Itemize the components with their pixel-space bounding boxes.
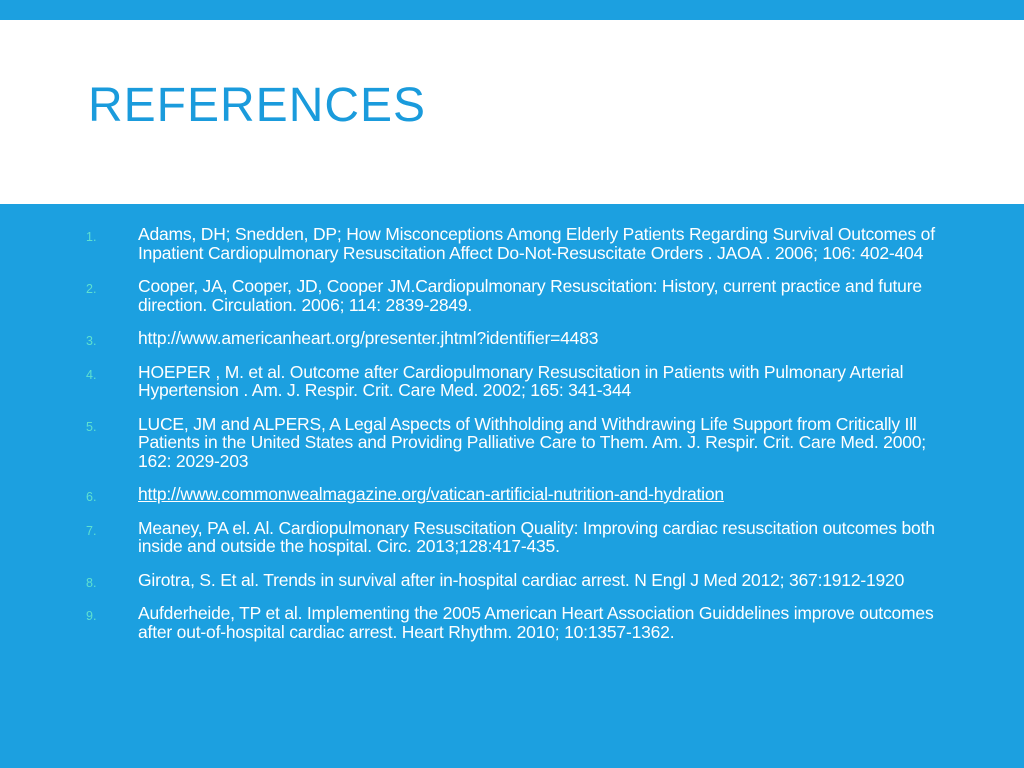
- reference-item-7: [0, 519, 1024, 556]
- reference-number: 1.: [86, 230, 97, 244]
- reference-item-2: [0, 277, 1024, 314]
- reference-item-8: [0, 571, 1024, 590]
- reference-number: 2.: [86, 282, 97, 296]
- reference-list: [0, 225, 1024, 656]
- reference-number: 6.: [86, 490, 97, 504]
- page-title: REFERENCES: [88, 79, 427, 132]
- reference-text: Adams, DH; Snedden, DP; How Misconceptions Among Elderly Patients Regarding Survival Outcomes of Inpatient Cardiopulmonary Resuscitation Affect Do-Not-Resuscitate Orders . JAOA . 2006; 106: 402-404: [138, 224, 935, 263]
- reference-text: LUCE, JM and ALPERS, A Legal Aspects of Withholding and Withdrawing Life Support from Critically Ill Patients in the United States and Providing Palliative Care to Them. Am. J. Respir. Crit. Care Med. 2000; 162: 2029-203: [138, 413, 926, 471]
- reference-number: 5.: [86, 419, 97, 434]
- reference-text: Aufderheide, TP et al. Implementing the 2005 American Heart Association Guiddelines improve outcomes after out-of-hospital cardiac arrest. Heart Rhythm. 2010; 10:1357-1362.: [138, 603, 934, 642]
- reference-number: 9.: [86, 609, 97, 623]
- reference-number: 3.: [86, 334, 97, 348]
- reference-number: 8.: [86, 575, 97, 590]
- top-accent-bar: [0, 0, 1024, 20]
- reference-item-9: [0, 604, 1024, 641]
- reference-text-link: [138, 485, 948, 504]
- reference-text: Girotra, S. Et al. Trends in survival after in-hospital cardiac arrest. N Engl J Med 2012; 367:1912-1920: [138, 569, 905, 590]
- reference-text: HOEPER , M. et al. Outcome after Cardiopulmonary Resuscitation in Patients with Pulmonary Arterial Hypertension . Am. J. Respir. Crit. Care Med. 2002; 165: 341-344: [138, 361, 904, 400]
- reference-item-4: [0, 363, 1024, 400]
- reference-item-3: [0, 329, 1024, 348]
- reference-number: 4.: [86, 367, 97, 382]
- reference-text: Cooper, JA, Cooper, JD, Cooper JM.Cardiopulmonary Resuscitation: History, current practice and future direction. Circulation. 2006; 114: 2839-2849.: [138, 276, 922, 315]
- reference-text: Meaney, PA el. Al. Cardiopulmonary Resuscitation Quality: Improving cardiac resuscitation outcomes both inside and outside the hospital. Circ. 2013;128:417-435.: [138, 517, 935, 556]
- reference-item-5: [0, 415, 1024, 471]
- reference-text: http://www.americanheart.org/presenter.jhtml?identifier=4483: [138, 328, 599, 348]
- reference-number: 7.: [86, 523, 97, 538]
- reference-item-1: [0, 225, 1024, 262]
- title-panel: [0, 20, 1024, 204]
- reference-link[interactable]: http://www.commonwealmagazine.org/vatican-artificial-nutrition-and-hydration: [138, 484, 724, 504]
- reference-item-6: [0, 485, 1024, 504]
